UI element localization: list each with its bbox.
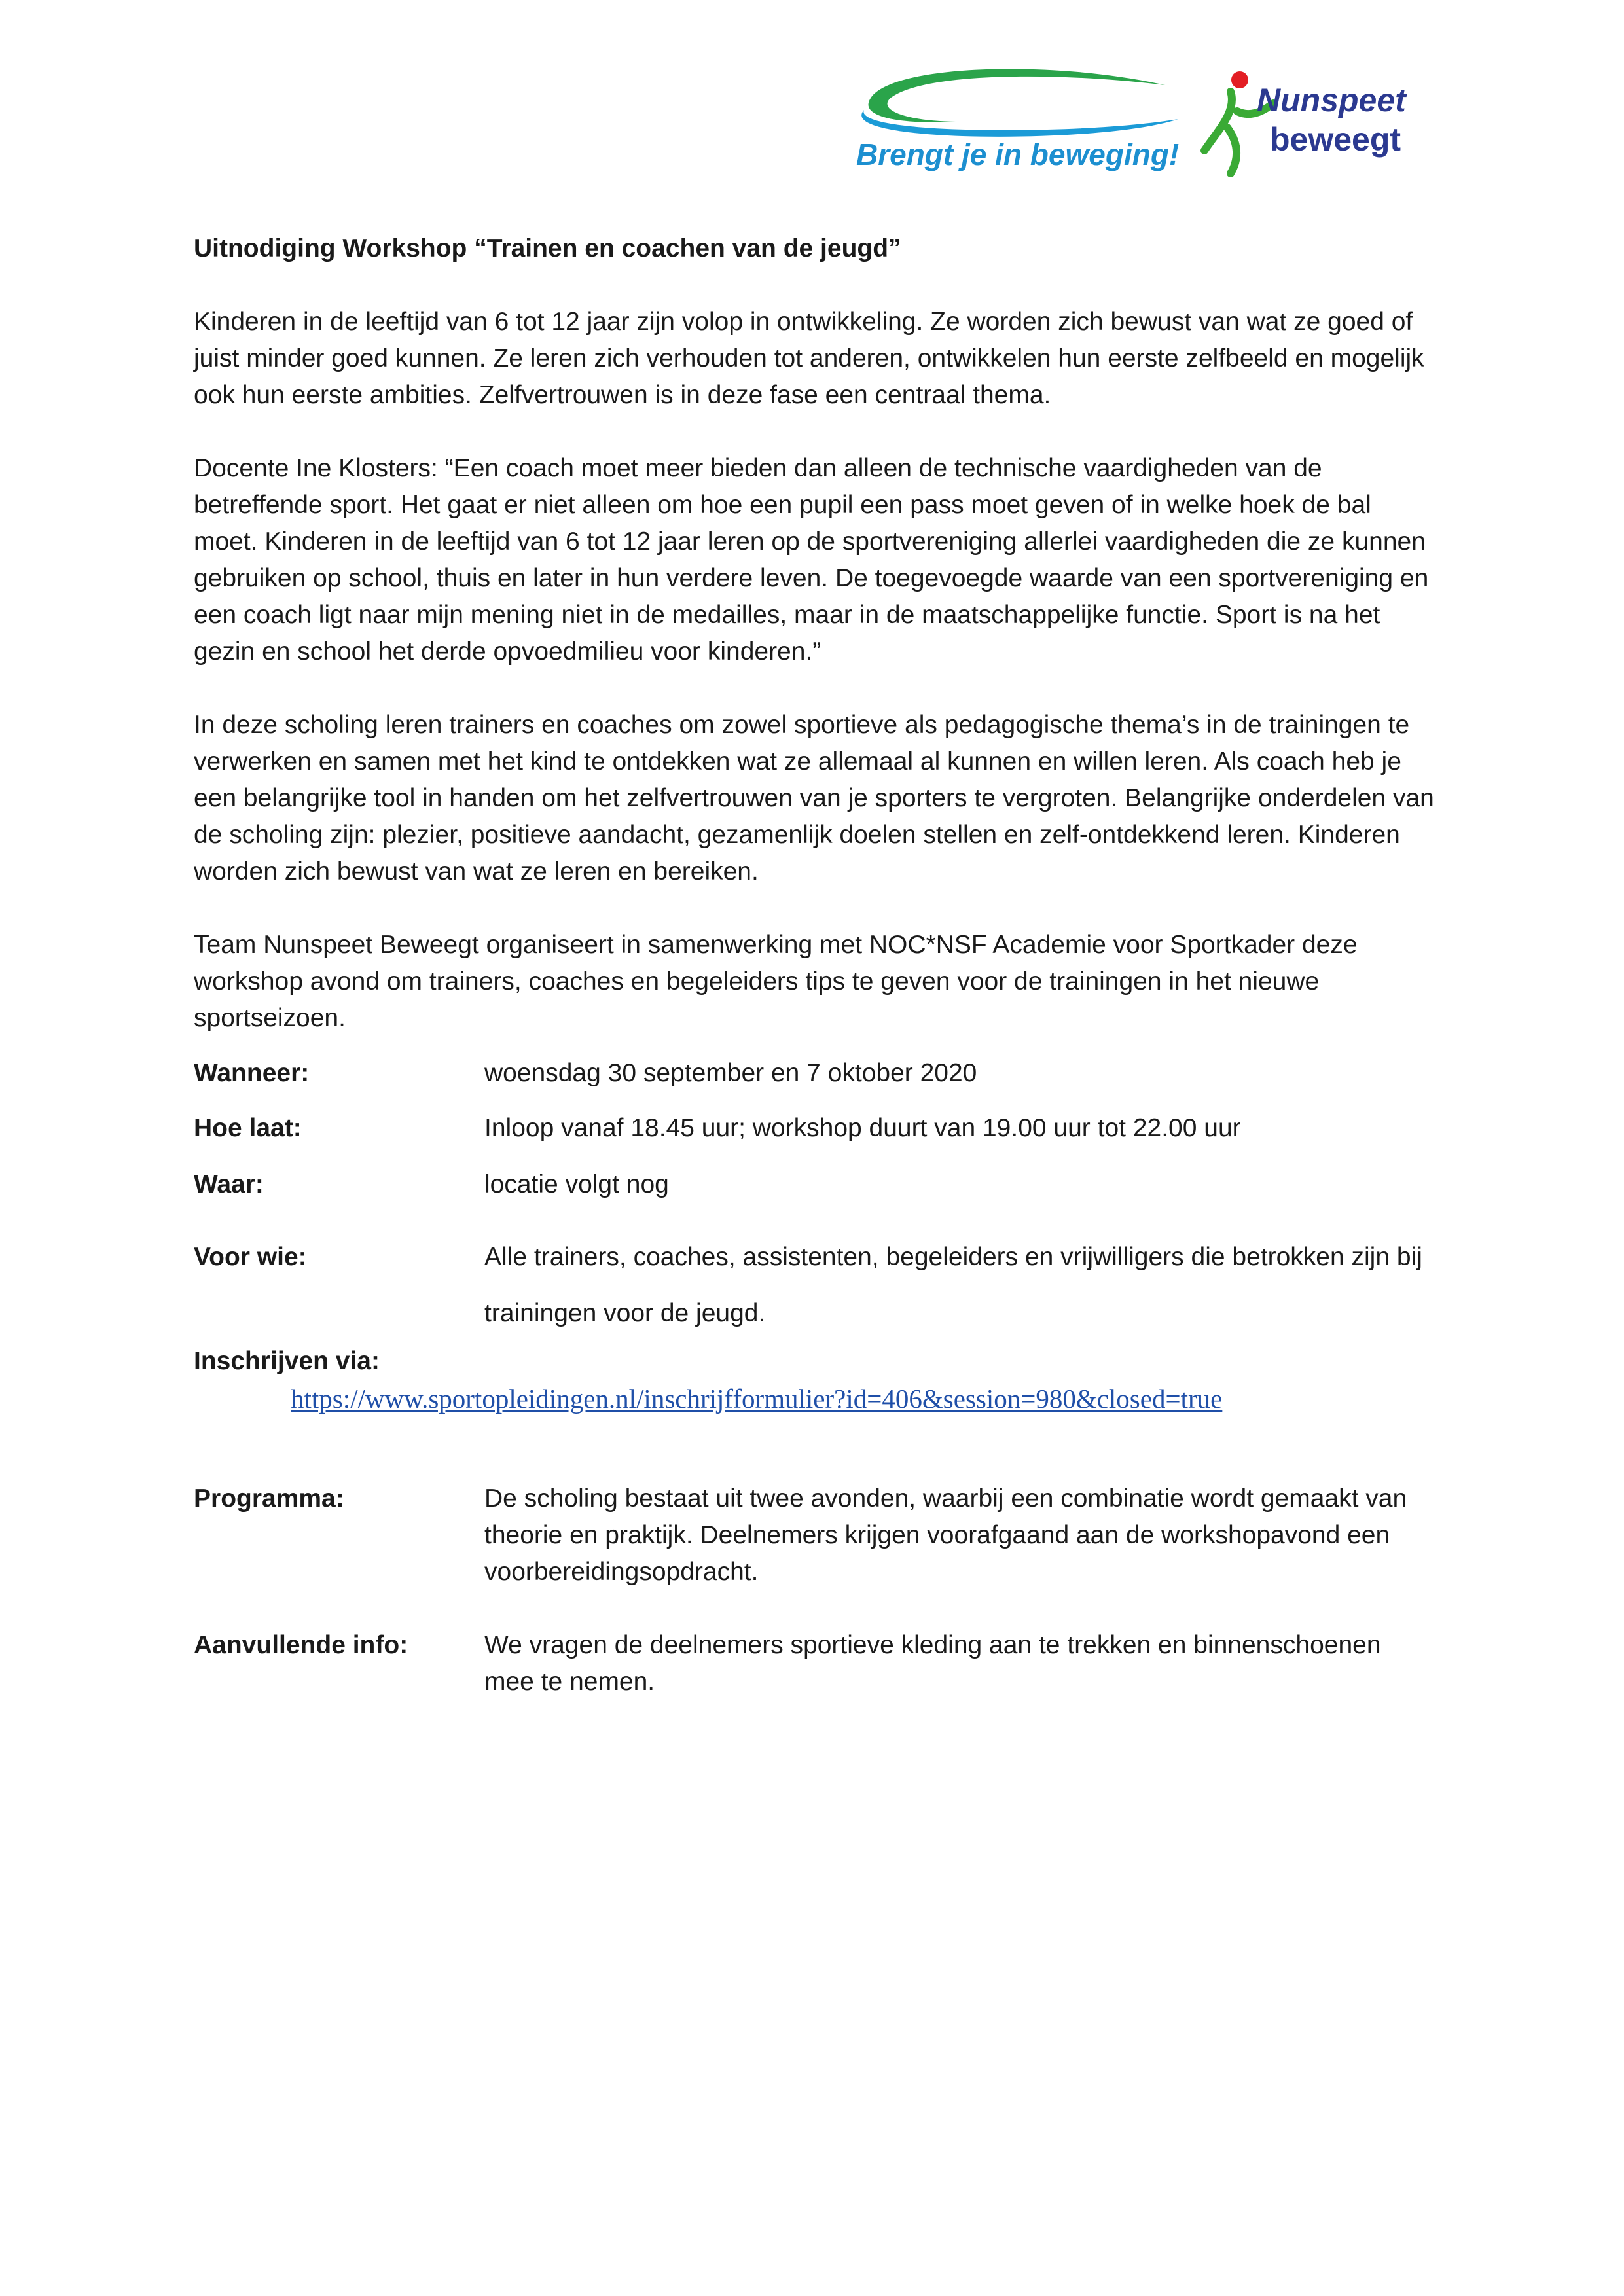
- detail-label: Wanneer:: [194, 1059, 310, 1087]
- detail-label: Programma:: [194, 1484, 344, 1513]
- paragraph-quote: Docente Ine Klosters: “Een coach moet meer bieden dan alleen de technische vaardigheden van de betreffende sport. Het gaat er niet alleen om hoe een pupil een pass moet geven of in welke hoek de bal moet. Kinderen in de leeftijd van 6 tot 12 jaar leren op de sportvereniging allerlei vaardigheden die ze kunnen gebruiken op school, thuis en later in hun verdere leven. De toegevoegde waarde van een sportvereniging en een coach ligt naar mijn mening niet in de medailles, maar in de maatschappelijke functie. Sport is na het gezin en school het derde opvoedmilieu voor kinderen.”: [194, 454, 1429, 666]
- sportbedrijf-logo-name: sportbedrijf nunspeet: [916, 88, 1186, 117]
- detail-label: Waar:: [194, 1170, 264, 1198]
- detail-label: Voor wie:: [194, 1243, 307, 1271]
- nunspeet-beweegt-logo: [1191, 65, 1427, 183]
- paragraph-intro: Kinderen in de leeftijd van 6 tot 12 jaar zijn volop in ontwikkeling. Ze worden zich bewust van wat ze goed of juist minder goed kunnen. Ze leren zich verhouden tot anderen, ontwikkelen hun eerste zelfbeeld en mogelijk ook hun eerste ambities. Zelfvertrouwen is in deze fase een centraal thema.: [194, 308, 1424, 409]
- beweegt-logo-line2: beweegt: [1270, 121, 1401, 158]
- detail-row-wanneer: [194, 1055, 1437, 1092]
- detail-value: De scholing bestaat uit twee avonden, waarbij een combinatie wordt gemaakt van theorie en praktijk. Deelnemers krijgen voorafgaand aan de workshopavond een voorbereidingsopdracht.: [484, 1484, 1407, 1586]
- document-body: [194, 230, 1437, 1700]
- detail-row-waar: [194, 1166, 1437, 1203]
- detail-value: We vragen de deelnemers sportieve kleding aan te trekken en binnenschoenen mee te nemen.: [484, 1631, 1381, 1696]
- detail-label: Aanvullende info:: [194, 1631, 408, 1659]
- inschrijven-link[interactable]: https://www.sportopleidingen.nl/inschrijfformulier?id=406&session=980&closed=true: [291, 1384, 1223, 1414]
- detail-row-programma: [194, 1480, 1437, 1590]
- detail-value: Alle trainers, coaches, assistenten, begeleiders en vrijwilligers die betrokken zijn bij trainingen voor de jeugd.: [484, 1243, 1422, 1327]
- sportbedrijf-tagline: Brengt je in beweging!: [856, 137, 1180, 171]
- paragraph-scholing: In deze scholing leren trainers en coaches om zowel sportieve als pedagogische thema’s in de trainingen te verwerken en samen met het kind te ontdekken wat ze allemaal al kunnen en willen leren. Als coach heb je een belangrijke tool in handen om het zelfvertrouwen van je sporters te vergroten. Belangrijke onderdelen van de scholing zijn: plezier, positieve aandacht, gezamenlijk doelen stellen en zelf-ontdekkend leren. Kinderen worden zich bewust van wat ze leren en bereiken.: [194, 711, 1434, 886]
- header-logos: [0, 0, 1624, 196]
- nunspeet-logo-line1: Nunspeet: [1257, 82, 1406, 118]
- document-title: Uitnodiging Workshop “Trainen en coachen van de jeugd”: [194, 234, 901, 262]
- detail-value: Inloop vanaf 18.45 uur; workshop duurt van 19.00 uur tot 22.00 uur: [484, 1114, 1241, 1142]
- paragraph-organisatie: Team Nunspeet Beweegt organiseert in samenwerking met NOC*NSF Academie voor Sportkader deze workshop avond om trainers, coaches en begeleiders tips te geven voor de trainingen in het nieuwe sportseizoen.: [194, 931, 1358, 1032]
- detail-row-aanvullende-info: [194, 1627, 1437, 1700]
- detail-label: Hoe laat:: [194, 1114, 302, 1142]
- sportbedrijf-nunspeet-logo: [851, 59, 1191, 177]
- detail-row-voor-wie: [194, 1229, 1437, 1342]
- figure-head-icon: [1231, 71, 1248, 88]
- inschrijven-label: Inschrijven via:: [194, 1347, 380, 1375]
- detail-value: locatie volgt nog: [484, 1170, 669, 1198]
- detail-row-hoe-laat: [194, 1110, 1437, 1147]
- detail-value: woensdag 30 september en 7 oktober 2020: [484, 1059, 977, 1087]
